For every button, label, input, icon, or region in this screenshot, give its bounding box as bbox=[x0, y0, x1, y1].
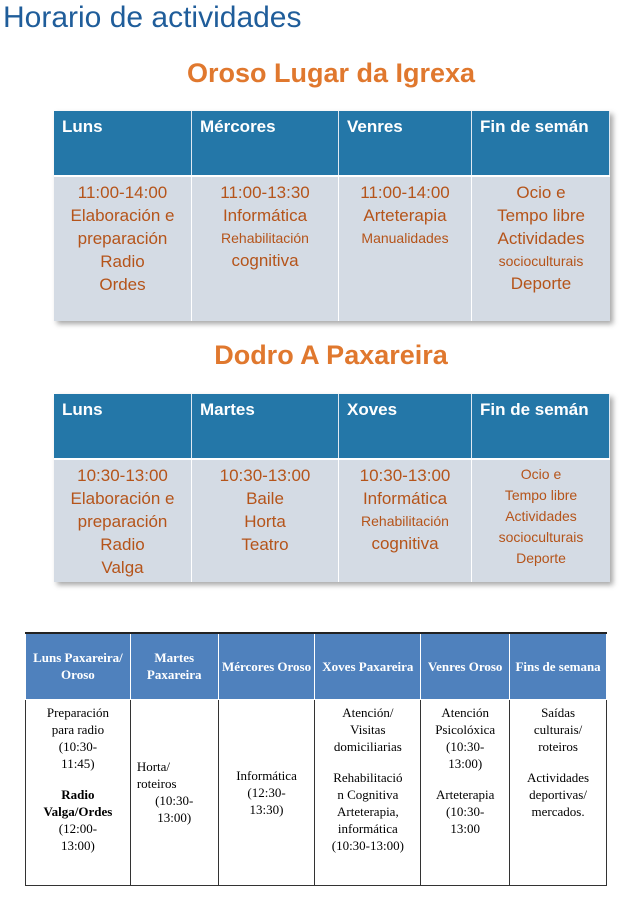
cell-line: preparación bbox=[77, 512, 168, 531]
cell-line: deportivas/ bbox=[529, 786, 587, 802]
cell-line: 13:00) bbox=[448, 755, 483, 771]
cell-line: Actividades bbox=[505, 508, 577, 524]
cell-line: n Cognitiva bbox=[337, 786, 399, 802]
cell-line: socioculturais bbox=[498, 529, 584, 545]
cell-line: 11:00-13:30 bbox=[220, 183, 310, 202]
cell-mercores bbox=[218, 699, 315, 885]
cell-line: Manualidades bbox=[361, 230, 449, 246]
schedule-cell bbox=[472, 175, 610, 321]
schedule-cell bbox=[339, 175, 472, 321]
cell-fins bbox=[510, 699, 607, 885]
cell-line: roteiros bbox=[538, 738, 578, 754]
header-cell: Luns bbox=[54, 394, 192, 458]
cell-line: Rehabilitación bbox=[221, 230, 309, 246]
cell-martes bbox=[130, 699, 218, 885]
cell-line: (10:30- bbox=[58, 738, 98, 754]
cell-line: (12:30- bbox=[247, 784, 286, 800]
header-cell: Venres bbox=[339, 111, 472, 175]
schedule-cell bbox=[192, 175, 339, 321]
location-title-dodro: Dodro A Paxareira bbox=[214, 340, 448, 370]
cell-line: Actividades bbox=[497, 229, 585, 248]
cell-line: Informática bbox=[236, 767, 297, 783]
schedule-cell bbox=[54, 458, 192, 582]
cell-line: (12:00- bbox=[58, 820, 98, 836]
cell-line: Valga/Ordes bbox=[43, 803, 113, 819]
spacer bbox=[513, 755, 603, 769]
cell-line: Visitas bbox=[350, 721, 386, 737]
cell-line: Horta bbox=[244, 512, 286, 531]
spacer bbox=[29, 772, 127, 786]
cell-line: 11:00-14:00 bbox=[77, 183, 168, 202]
cell-line: 13:00) bbox=[157, 810, 192, 825]
schedule-cell bbox=[339, 458, 472, 582]
header-cell: Luns bbox=[54, 111, 192, 175]
cell-line: para radio bbox=[51, 721, 105, 737]
cell-line: Baile bbox=[246, 489, 284, 508]
cell-line: Elaboración e bbox=[70, 489, 175, 508]
cell-line: preparación bbox=[77, 229, 168, 248]
cell-line: 11:45) bbox=[61, 755, 95, 771]
cell-line: Radio bbox=[61, 786, 95, 802]
cell-line: 10:30-13:00 bbox=[77, 466, 168, 485]
cell-line: Psicolóxica bbox=[435, 721, 496, 737]
cell-line: Tempo libre bbox=[504, 487, 578, 503]
header-martes: Martes Paxareira bbox=[130, 633, 218, 699]
cell-line: Horta/ bbox=[136, 759, 171, 774]
cell-line: 10:30-13:00 bbox=[219, 466, 311, 485]
cell-line: Arteterapia, bbox=[336, 803, 399, 819]
cell-line: Atención/ bbox=[342, 704, 394, 720]
cell-line: Arteterapia bbox=[435, 786, 495, 802]
header-fins: Fins de semana bbox=[510, 633, 607, 699]
cell-line: mercados. bbox=[531, 803, 585, 819]
cell-line: 11:00-14:00 bbox=[360, 183, 450, 202]
schedule-cell bbox=[472, 458, 610, 582]
header-venres: Venres Oroso bbox=[421, 633, 510, 699]
cell-line: 13:30) bbox=[249, 801, 284, 817]
cell-line: 13:00) bbox=[60, 837, 95, 853]
cell-line: socioculturais bbox=[498, 253, 584, 269]
cell-line: Ocio e bbox=[520, 466, 562, 482]
cell-line: culturais/ bbox=[533, 721, 583, 737]
header-cell: Mércores bbox=[192, 111, 339, 175]
weekly-activity-table bbox=[25, 632, 607, 886]
cell-line: Saídas bbox=[541, 704, 576, 720]
cell-xoves bbox=[315, 699, 421, 885]
cell-line: Radio bbox=[100, 535, 145, 554]
cell-line: 10:30-13:00 bbox=[359, 466, 451, 485]
spacer bbox=[424, 772, 506, 786]
cell-line: (10:30- bbox=[446, 738, 485, 754]
page-title: Horario de actividades bbox=[3, 1, 302, 34]
cell-line: domiciliarias bbox=[333, 738, 402, 754]
cell-line: Elaboración e bbox=[70, 206, 175, 225]
cell-line: Tempo libre bbox=[497, 206, 585, 225]
header-cell: Martes bbox=[192, 394, 339, 458]
cell-line: Arteterapia bbox=[363, 206, 447, 225]
schedule-table-oroso bbox=[54, 111, 610, 321]
cell-line: Deporte bbox=[510, 274, 572, 293]
spacer bbox=[318, 755, 417, 769]
header-cell: Fin de semán bbox=[472, 394, 610, 458]
location-title-oroso: Oroso Lugar da Igrexa bbox=[186, 58, 476, 88]
cell-line: Preparación bbox=[46, 704, 109, 720]
cell-venres bbox=[421, 699, 510, 885]
cell-line: cognitiva bbox=[231, 251, 299, 270]
schedule-cell bbox=[192, 458, 339, 582]
cell-line: Rehabilitación bbox=[361, 513, 449, 529]
header-cell: Xoves bbox=[339, 394, 472, 458]
cell-line: Ordes bbox=[99, 275, 146, 294]
table-header-row bbox=[26, 633, 607, 699]
cell-line: (10:30- bbox=[155, 793, 194, 808]
cell-line: Ocio e bbox=[516, 183, 566, 202]
header-xoves: Xoves Paxareira bbox=[315, 633, 421, 699]
cell-line: Deporte bbox=[516, 550, 566, 566]
cell-line: Actividades bbox=[527, 769, 590, 785]
cell-line: cognitiva bbox=[371, 534, 439, 553]
cell-line: (10:30-13:00) bbox=[331, 837, 404, 853]
cell-luns bbox=[26, 699, 131, 885]
cell-line: Radio bbox=[100, 252, 145, 271]
cell-line: informática bbox=[337, 820, 398, 836]
cell-line: (10:30- bbox=[446, 803, 485, 819]
header-mercores: Mércores Oroso bbox=[218, 633, 315, 699]
header-luns: Luns Paxareira/ Oroso bbox=[26, 633, 131, 699]
cell-line: Informática bbox=[362, 489, 448, 508]
cell-line: Informática bbox=[222, 206, 308, 225]
header-cell: Fin de semán bbox=[472, 111, 610, 175]
table-row bbox=[26, 699, 607, 885]
cell-line: Atención bbox=[441, 704, 489, 720]
schedule-table-dodro bbox=[54, 394, 610, 582]
cell-line: Teatro bbox=[241, 535, 289, 554]
cell-line: Rehabilitació bbox=[333, 769, 403, 785]
cell-line: 13:00 bbox=[450, 820, 480, 836]
cell-line: Valga bbox=[101, 558, 144, 577]
schedule-cell bbox=[54, 175, 192, 321]
cell-line: roteiros bbox=[136, 776, 177, 791]
